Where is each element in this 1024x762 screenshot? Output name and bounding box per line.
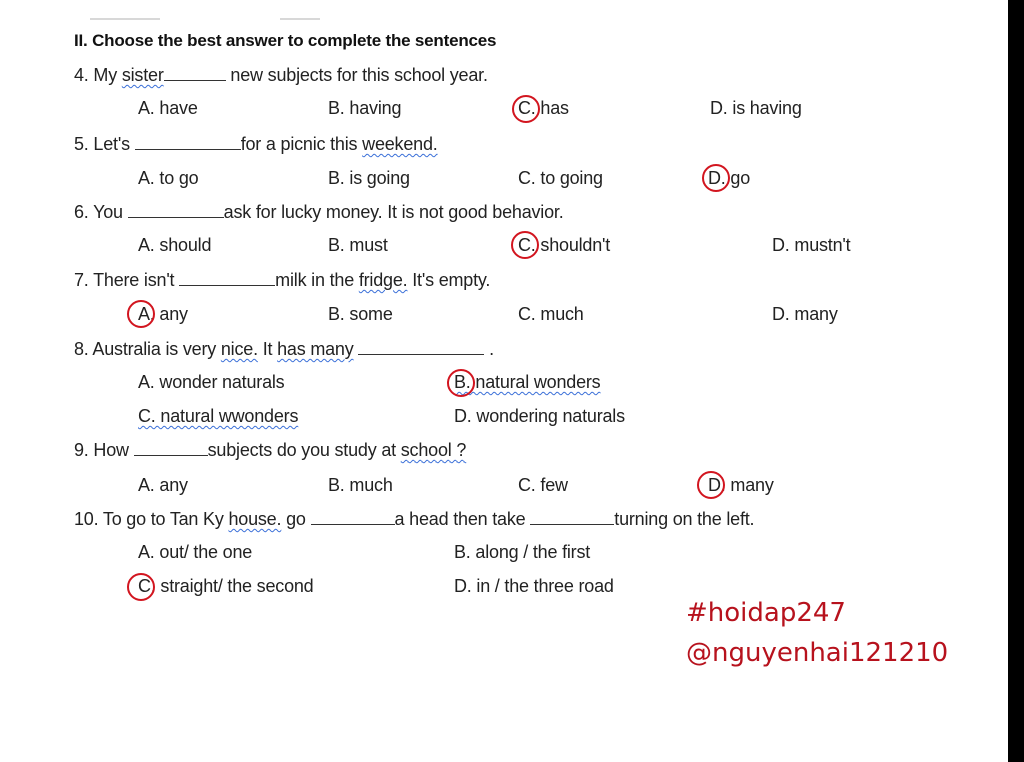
scan-artifact — [90, 18, 160, 20]
wavy-word: house. — [228, 509, 282, 529]
answer-blank — [135, 135, 241, 150]
wavy-word: nice. — [220, 339, 258, 359]
option-7a: A. any — [138, 304, 188, 324]
wavy-word: sister — [121, 65, 164, 85]
selected-answer-circle — [511, 231, 539, 259]
option-5d: D. go — [708, 168, 751, 188]
wavy-word: has many — [277, 339, 354, 359]
wavy-word: school ? — [400, 440, 467, 460]
option-9d: D. many — [708, 475, 774, 495]
option-10b: B. along / the first — [454, 542, 591, 562]
option-9c: C. few — [518, 475, 568, 495]
option-5a: A. to go — [138, 168, 199, 188]
option-6c: C. shouldn't — [518, 235, 611, 255]
wavy-word: fridge. — [358, 270, 408, 290]
option-8a: A. wonder naturals — [138, 372, 285, 392]
selected-answer-circle — [447, 369, 475, 397]
option-5b: B. is going — [328, 168, 410, 188]
option-8b: B. natural wonders — [454, 372, 601, 392]
question-7: 7. There isn't milk in the fridge. It's empty. — [74, 270, 491, 290]
answer-blank — [358, 340, 484, 355]
watermark-hashtag: #hoidap247 — [686, 598, 846, 628]
option-10a: A. out/ the one — [138, 542, 253, 562]
option-8d: D. wondering naturals — [454, 406, 625, 426]
section-heading: II. Choose the best answer to complete the sentences — [74, 31, 497, 50]
option-10c: C. straight/ the second — [138, 576, 314, 596]
question-6: 6. You ask for lucky money. It is not good behavior. — [74, 202, 564, 222]
scan-artifact — [280, 18, 320, 20]
option-6a: A. should — [138, 235, 212, 255]
option-6b: B. must — [328, 235, 388, 255]
answer-blank — [128, 203, 224, 218]
option-4b: B. having — [328, 98, 402, 118]
option-7d: D. many — [772, 304, 838, 324]
option-4c: C. has — [518, 98, 569, 118]
question-5: 5. Let's for a picnic this weekend. — [74, 134, 438, 154]
option-4d: D. is having — [710, 98, 802, 118]
option-5c: C. to going — [518, 168, 603, 188]
option-9b: B. much — [328, 475, 393, 495]
wavy-word: weekend. — [362, 134, 438, 154]
question-8: 8. Australia is very nice. It has many . — [74, 339, 494, 359]
answer-blank — [134, 441, 208, 456]
selected-answer-circle — [512, 95, 540, 123]
selected-answer-circle — [697, 471, 725, 499]
answer-blank — [164, 66, 226, 81]
answer-blank — [179, 271, 275, 286]
question-4: 4. My sister new subjects for this school year. — [74, 65, 488, 85]
question-10: 10. To go to Tan Ky house. go a head then take turning on the left. — [74, 509, 755, 529]
option-7b: B. some — [328, 304, 393, 324]
selected-answer-circle — [127, 300, 155, 328]
selected-answer-circle — [127, 573, 155, 601]
answer-blank — [311, 510, 395, 525]
option-4a: A. have — [138, 98, 198, 118]
option-7c: C. much — [518, 304, 584, 324]
watermark-handle: @nguyenhai121210 — [686, 638, 949, 668]
option-6d: D. mustn't — [772, 235, 851, 255]
answer-blank — [530, 510, 614, 525]
selected-answer-circle — [702, 164, 730, 192]
option-10d: D. in / the three road — [454, 576, 614, 596]
option-9a: A. any — [138, 475, 188, 495]
option-8c: C. natural wwonders — [138, 406, 299, 426]
question-9: 9. How subjects do you study at school ? — [74, 440, 467, 460]
